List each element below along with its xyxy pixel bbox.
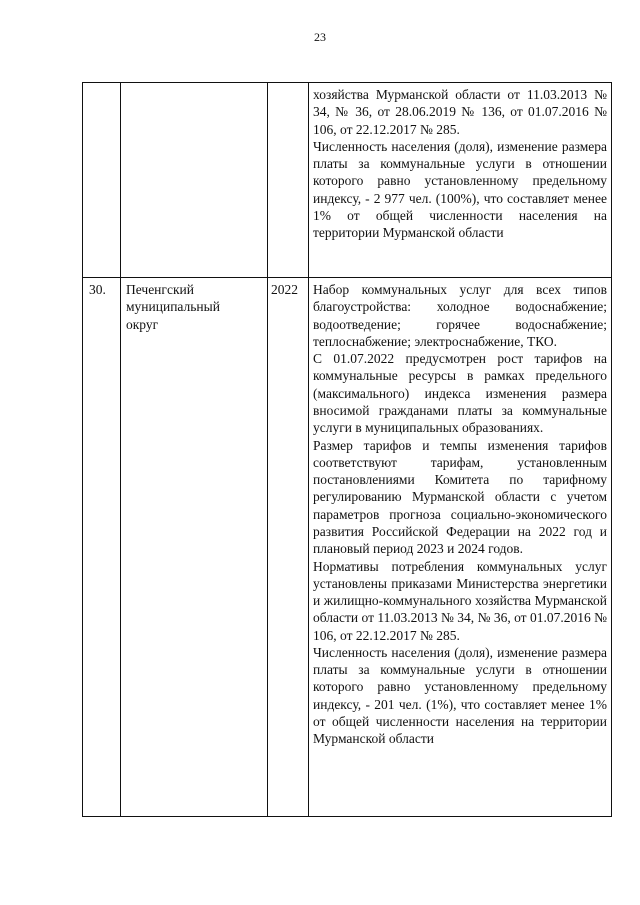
description-paragraph: Численность населения (доля), изменение размера платы за коммунальные услуги в отношении которого равно установленному предельному индексу, - 2 977 чел. (100%), что составляет менее 1% от общей численности населения на территории Мурманской области [313, 138, 607, 241]
page-number: 23 [314, 30, 326, 44]
year-cell [268, 83, 309, 278]
description-cell [309, 278, 612, 817]
municipality-name-cell [121, 83, 268, 278]
description-paragraph: Набор коммунальных услуг для всех типов благоустройства: холодное водоснабжение; водоотведение; горячее водоснабжение; теплоснабжение; электроснабжение, ТКО. [313, 282, 607, 349]
description-paragraph: хозяйства Мурманской области от 11.03.2013 № 34, № 36, от 28.06.2019 № 136, от 01.07.2016 № 106, от 22.12.2017 № 285. [313, 87, 607, 137]
description-paragraph: Численность населения (доля), изменение размера платы за коммунальные услуги в отношении которого равно установленному предельному индексу, - 201 чел. (1%), что составляет менее 1% от общей численности населения на территории Мурманской области [313, 644, 607, 747]
municipality-name-line: Печенгский [126, 282, 194, 297]
municipality-name-line: округ [126, 316, 159, 332]
row-number-cell [83, 83, 121, 278]
table-row [83, 278, 612, 817]
year-cell: 2022 [268, 278, 309, 817]
description-paragraph: С 01.07.2022 предусмотрен рост тарифов на коммунальные ресурсы в рамках предельного (максимального) индекса изменения размера вносимой гражданами платы за коммунальные услуги в муниципальных образованиях. [313, 351, 607, 436]
description-paragraph: Размер тарифов и темпы изменения тарифов соответствуют тарифам, установленным постановлениями Комитета по тарифному регулированию Мурманской области с учетом параметров прогноза социально-экономического развития Российской Федерации на 2022 год и плановый период 2023 и 2024 годов. [313, 437, 607, 557]
municipality-name-line: муниципальный [126, 299, 220, 315]
row-number-cell: 30. [83, 278, 121, 817]
description-cell [309, 83, 612, 278]
municipality-name-cell [121, 278, 268, 817]
municipality-table [82, 82, 612, 817]
table-row [83, 83, 612, 278]
description-paragraph: Нормативы потребления коммунальных услуг установлены приказами Министерства энергетики и жилищно-коммунального хозяйства Мурманской области от 11.03.2013 № 34, № 36, от 01.07.2016 № 106, от 22.12.2017 № 285. [313, 558, 607, 643]
